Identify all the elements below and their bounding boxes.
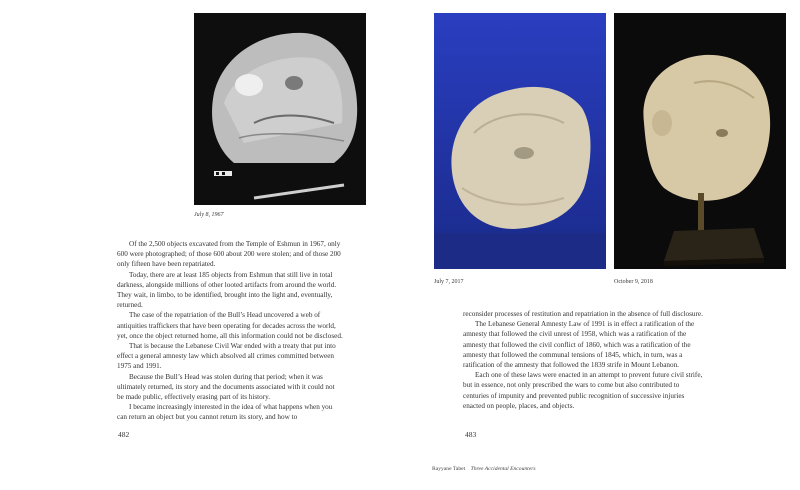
page-number-right: 483 <box>465 430 477 439</box>
paragraph: Today, there are at least 185 objects from Eshmun that still live in total darkness, alongside millions of other looted artifacts from around the world. They wait, in limbo, to be identified, brought into the light and, eventually, returned. <box>117 270 337 310</box>
right-body-text <box>463 309 707 411</box>
left-body-text <box>117 239 343 423</box>
paragraph: That is because the Lebanese Civil War ended with a treaty that put into effect a general amnesty law which absolved all crimes committed between 1975 and 1991. <box>117 342 336 371</box>
paragraph: Each one of these laws were enacted in an attempt to prevent future civil strife, but in essence, not only prescribed the wars to come but also contributed to centuries of impunity and prevented public recognition of successive injuries enacted on people, places, and objects. <box>463 371 703 410</box>
paragraph: I became increasingly interested in the idea of what happens when you can return an object but you cannot return its story, and how to <box>117 403 333 422</box>
bulls-head-photo-1967 <box>194 13 366 205</box>
paragraph: Because the Bull’s Head was stolen during that period; when it was ultimately returned, its story and the documents associated with it could not be made public, effectively erasing part of its history. <box>117 372 335 402</box>
paragraph: reconsider processes of restitution and repatriation in the absence of full disclosure. <box>463 310 703 318</box>
running-footer <box>432 466 536 472</box>
paragraph: The Lebanese General Amnesty Law of 1991 is in effect a ratification of the amnesty that followed the civil unrest of 1958, which was a ratification of the amnesty that followed the civil conflict of 1860, which was a ratification of the amnesty that followed the communal tensions of 1845, which, in turn, was a ratification of the amnesty that followed the 1839 strife in Mount Lebanon. <box>463 320 695 370</box>
paragraph: The case of the repatriation of the Bull’s Head uncovered a web of antiquities traffickers that have been operating for decades across the world, yet, once the object returned home, all this information could not be disclosed. <box>117 311 343 340</box>
photo-caption-2017: July 7, 2017 <box>434 279 464 285</box>
paragraph: Of the 2,500 objects excavated from the Temple of Eshmun in 1967, only 600 were photographed; of those 600 about 200 were stolen; and of those 200 only fifteen have been repatriated. <box>117 240 341 269</box>
bulls-head-photo-2017 <box>434 13 606 269</box>
right-page <box>400 0 800 490</box>
footer-author: Rayyane Tabet <box>432 466 466 472</box>
bulls-head-photo-2018 <box>614 13 786 269</box>
photo-caption-2018: October 9, 2018 <box>614 279 653 285</box>
page-number-left: 482 <box>118 430 130 439</box>
footer-title: Three Accidental Encounters <box>470 466 536 472</box>
photo-caption-1967: July 8, 1967 <box>194 212 224 218</box>
